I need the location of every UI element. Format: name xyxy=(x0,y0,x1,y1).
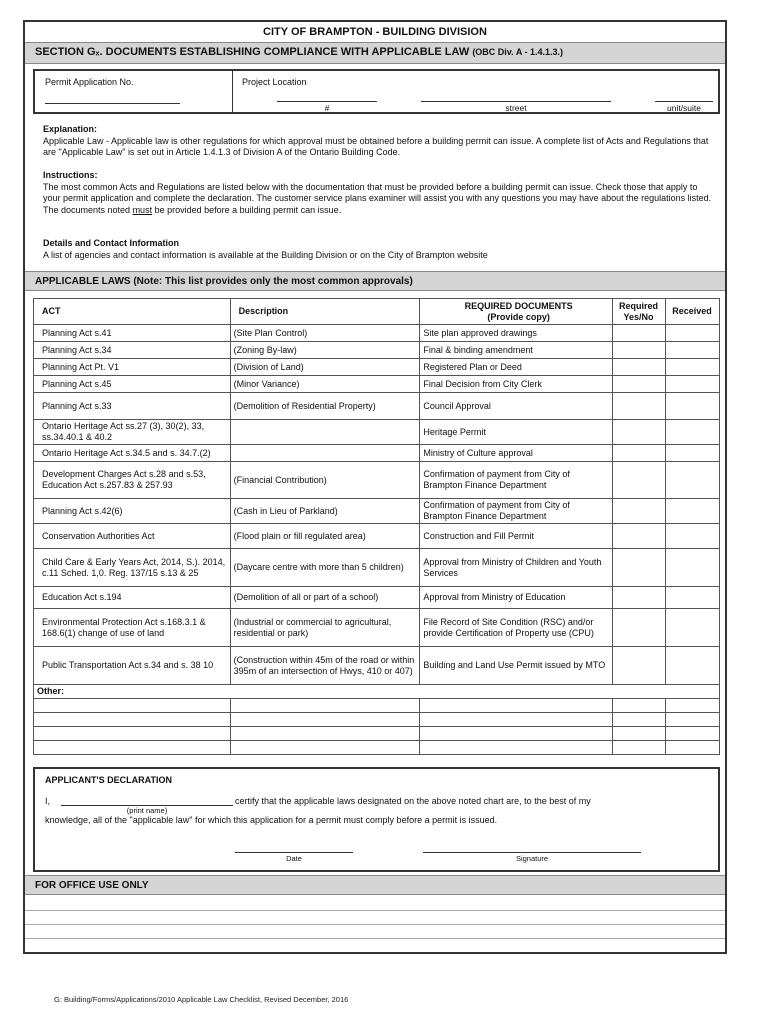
office-line[interactable] xyxy=(25,938,725,939)
required-document-cell: Construction and Fill Permit xyxy=(420,524,613,549)
act-cell: Planning Act s.41 xyxy=(34,325,231,342)
blank-row xyxy=(34,699,720,713)
blank-cell[interactable] xyxy=(613,741,666,755)
description-cell: (Flood plain or fill regulated area) xyxy=(230,524,420,549)
required-yes-no-cell[interactable] xyxy=(613,587,666,609)
description-cell: (Cash in Lieu of Parkland) xyxy=(230,499,420,524)
required-yes-no-header: Required Yes/No xyxy=(613,299,666,325)
unit-field[interactable] xyxy=(655,101,713,102)
table-row xyxy=(34,393,720,420)
section-title: SECTION Gₓ. DOCUMENTS ESTABLISHING COMPLIANCE WITH APPLICABLE LAW xyxy=(35,46,470,58)
required-yes-no-cell[interactable] xyxy=(613,359,666,376)
page-title: CITY OF BRAMPTON - BUILDING DIVISION xyxy=(263,26,487,38)
section-reference: (OBC Div. A - 1.4.1.3.) xyxy=(472,47,563,57)
declaration-i: I, xyxy=(45,796,51,806)
description-cell: (Minor Variance) xyxy=(230,376,420,393)
permit-application-field[interactable] xyxy=(45,103,180,104)
blank-cell[interactable] xyxy=(613,727,666,741)
received-cell[interactable] xyxy=(666,342,720,359)
received-cell[interactable] xyxy=(666,587,720,609)
applicants-declaration-box xyxy=(33,767,720,872)
blank-cell[interactable] xyxy=(613,713,666,727)
description-cell: (Financial Contribution) xyxy=(230,462,420,499)
required-yes-no-cell[interactable] xyxy=(613,499,666,524)
required-document-cell: Site plan approved drawings xyxy=(420,325,613,342)
blank-row xyxy=(34,727,720,741)
act-cell: Planning Act s.45 xyxy=(34,376,231,393)
required-document-cell: Registered Plan or Deed xyxy=(420,359,613,376)
act-cell: Environmental Protection Act s.168.3.1 & 168.6(1) change of use of land xyxy=(34,609,231,647)
received-cell[interactable] xyxy=(666,325,720,342)
must-emphasis: must xyxy=(132,204,153,215)
required-yes-no-cell[interactable] xyxy=(613,342,666,359)
act-cell: Development Charges Act s.28 and s.53, Education Act s.257.83 & 257.93 xyxy=(34,462,231,499)
received-cell[interactable] xyxy=(666,393,720,420)
street-caption: street xyxy=(505,103,527,113)
received-cell[interactable] xyxy=(666,445,720,462)
required-document-cell: File Record of Site Condition (RSC) and/or provide Certification of Property use (CPU) xyxy=(420,609,613,647)
explanation-text: Applicable Law - Applicable law is other regulations for which approval must be obtained before a building permit can issue. A complete list of Acts and Regulations that are "Applicable Law" is set out in Article 1.4.1.3 of Division A of the Ontario Building Code. xyxy=(43,135,709,157)
street-field[interactable] xyxy=(421,101,611,102)
other-label: Other: xyxy=(34,685,720,699)
permit-info-box xyxy=(33,69,720,114)
table-row xyxy=(34,524,720,549)
explanation-heading: Explanation: xyxy=(43,124,98,134)
description-cell: (Demolition of Residential Property) xyxy=(230,393,420,420)
declaration-line-1: certify that the applicable laws designated on the above noted chart are, to the best of my xyxy=(235,796,591,806)
footer-note: G: Building/Forms/Applications/2010 Applicable Law Checklist, Revised December, 2016 xyxy=(54,995,349,1004)
required-document-cell: Council Approval xyxy=(420,393,613,420)
instructions-text-end: be provided before a building permit can issue. xyxy=(152,204,342,215)
unit-caption: unit/suite xyxy=(666,103,702,113)
received-cell[interactable] xyxy=(666,376,720,393)
street-number-field[interactable] xyxy=(277,101,377,102)
act-cell: Planning Act Pt. V1 xyxy=(34,359,231,376)
required-document-cell: Final Decision from City Clerk xyxy=(420,376,613,393)
office-use-heading: FOR OFFICE USE ONLY xyxy=(25,875,725,895)
act-cell: Planning Act s.42(6) xyxy=(34,499,231,524)
blank-cell[interactable] xyxy=(230,713,420,727)
office-line[interactable] xyxy=(25,924,725,925)
details-text: A list of agencies and contact information is available at the Building Division or on the City of Brampton website xyxy=(43,249,488,260)
required-document-cell: Final & binding amendment xyxy=(420,342,613,359)
date-caption: Date xyxy=(286,854,302,863)
blank-cell[interactable] xyxy=(666,741,720,755)
required-yes-no-cell[interactable] xyxy=(613,376,666,393)
blank-cell[interactable] xyxy=(230,727,420,741)
description-cell: (Demolition of all or part of a school) xyxy=(230,587,420,609)
act-cell: Conservation Authorities Act xyxy=(34,524,231,549)
details-section xyxy=(43,238,713,261)
required-yes-no-cell[interactable] xyxy=(613,462,666,499)
description-cell: (Division of Land) xyxy=(230,359,420,376)
table-row xyxy=(34,499,720,524)
explanation-section xyxy=(43,124,713,159)
declaration-heading: APPLICANT'S DECLARATION xyxy=(45,775,172,785)
table-row xyxy=(34,325,720,342)
required-document-cell: Building and Land Use Permit issued by MTO xyxy=(420,647,613,685)
table-row xyxy=(34,445,720,462)
required-yes-no-cell[interactable] xyxy=(613,420,666,445)
table-row xyxy=(34,609,720,647)
blank-cell[interactable] xyxy=(230,741,420,755)
signature-caption: Signature xyxy=(515,854,549,863)
required-document-cell: Confirmation of payment from City of Brampton Finance Department xyxy=(420,499,613,524)
table-row xyxy=(34,462,720,499)
blank-row xyxy=(34,713,720,727)
blank-cell[interactable] xyxy=(420,741,613,755)
blank-cell[interactable] xyxy=(666,727,720,741)
blank-cell[interactable] xyxy=(420,727,613,741)
divider xyxy=(232,71,233,112)
table-header-row xyxy=(34,299,720,325)
permit-application-label: Permit Application No. xyxy=(45,77,134,87)
print-name-caption: (print name) xyxy=(126,806,168,815)
date-field[interactable] xyxy=(235,852,353,853)
received-cell[interactable] xyxy=(666,420,720,445)
received-cell[interactable] xyxy=(666,647,720,685)
required-yes-no-cell[interactable] xyxy=(613,524,666,549)
project-location-label: Project Location xyxy=(242,77,307,87)
section-heading xyxy=(25,42,725,64)
received-cell[interactable] xyxy=(666,524,720,549)
description-cell: (Daycare centre with more than 5 children) xyxy=(230,549,420,587)
act-cell: Planning Act s.33 xyxy=(34,393,231,420)
table-row xyxy=(34,359,720,376)
table-row xyxy=(34,587,720,609)
table-row xyxy=(34,647,720,685)
instructions-section xyxy=(43,170,713,216)
form-frame xyxy=(23,20,727,954)
description-cell xyxy=(230,420,420,445)
blank-cell[interactable] xyxy=(420,699,613,713)
description-cell xyxy=(230,445,420,462)
act-cell: Ontario Heritage Act ss.27 (3), 30(2), 33, ss.34.40.1 & 40.2 xyxy=(34,420,231,445)
signature-field[interactable] xyxy=(423,852,641,853)
blank-cell[interactable] xyxy=(420,713,613,727)
required-yes-no-cell[interactable] xyxy=(613,393,666,420)
description-cell: (Construction within 45m of the road or within 395m of an intersection of Hwys, 410 or 407) xyxy=(230,647,420,685)
description-cell: (Zoning By-law) xyxy=(230,342,420,359)
instructions-text: The most common Acts and Regulations are listed below with the documentation that must be provided before a building permit can issue. Check those that apply to your permit application and complete the declaration. The customer service plans examiner will assist you with any questions you may have about the regulations listed. The documents noted xyxy=(43,181,712,215)
required-document-cell: Confirmation of payment from City of Brampton Finance Department xyxy=(420,462,613,499)
table-row xyxy=(34,549,720,587)
table-row xyxy=(34,342,720,359)
office-line[interactable] xyxy=(25,910,725,911)
instructions-heading: Instructions: xyxy=(43,170,98,180)
act-header: ACT xyxy=(34,299,231,325)
blank-cell[interactable] xyxy=(666,699,720,713)
blank-row xyxy=(34,741,720,755)
street-number-caption: # xyxy=(324,103,330,113)
required-document-cell: Ministry of Culture approval xyxy=(420,445,613,462)
required-document-cell: Approval from Ministry of Education xyxy=(420,587,613,609)
description-cell: (Industrial or commercial to agricultural, residential or park) xyxy=(230,609,420,647)
blank-cell[interactable] xyxy=(230,699,420,713)
act-cell: Planning Act s.34 xyxy=(34,342,231,359)
received-cell[interactable] xyxy=(666,609,720,647)
required-document-cell: Heritage Permit xyxy=(420,420,613,445)
act-cell: Education Act s.194 xyxy=(34,587,231,609)
received-cell[interactable] xyxy=(666,499,720,524)
blank-cell[interactable] xyxy=(34,727,231,741)
blank-cell[interactable] xyxy=(34,699,231,713)
table-row xyxy=(34,420,720,445)
declaration-line-2: knowledge, all of the "applicable law" for which this application for a permit must comply before a permit is issued. xyxy=(45,815,498,825)
required-document-cell: Approval from Ministry of Children and Youth Services xyxy=(420,549,613,587)
required-yes-no-cell[interactable] xyxy=(613,647,666,685)
required-documents-header: REQUIRED DOCUMENTS (Provide copy) xyxy=(420,299,613,325)
blank-cell[interactable] xyxy=(666,713,720,727)
applicable-laws-heading: APPLICABLE LAWS (Note: This list provides only the most common approvals) xyxy=(25,271,725,291)
blank-cell[interactable] xyxy=(34,741,231,755)
table-row xyxy=(34,376,720,393)
required-yes-no-cell[interactable] xyxy=(613,445,666,462)
description-cell: (Site Plan Control) xyxy=(230,325,420,342)
required-yes-no-cell[interactable] xyxy=(613,325,666,342)
other-row xyxy=(34,685,720,699)
blank-cell[interactable] xyxy=(34,713,231,727)
received-header: Received xyxy=(666,299,720,325)
received-cell[interactable] xyxy=(666,549,720,587)
applicable-laws-table xyxy=(33,298,720,755)
act-cell: Child Care & Early Years Act, 2014, S.). 2014, c.11 Sched. 1,0. Reg. 137/15 s.13 & 25 xyxy=(34,549,231,587)
received-cell[interactable] xyxy=(666,359,720,376)
blank-cell[interactable] xyxy=(613,699,666,713)
act-cell: Ontario Heritage Act s.34.5 and s. 34.7.(2) xyxy=(34,445,231,462)
required-yes-no-cell[interactable] xyxy=(613,609,666,647)
description-header: Description xyxy=(230,299,420,325)
required-yes-no-cell[interactable] xyxy=(613,549,666,587)
details-heading: Details and Contact Information xyxy=(43,238,180,248)
received-cell[interactable] xyxy=(666,462,720,499)
act-cell: Public Transportation Act s.34 and s. 38 10 xyxy=(34,647,231,685)
